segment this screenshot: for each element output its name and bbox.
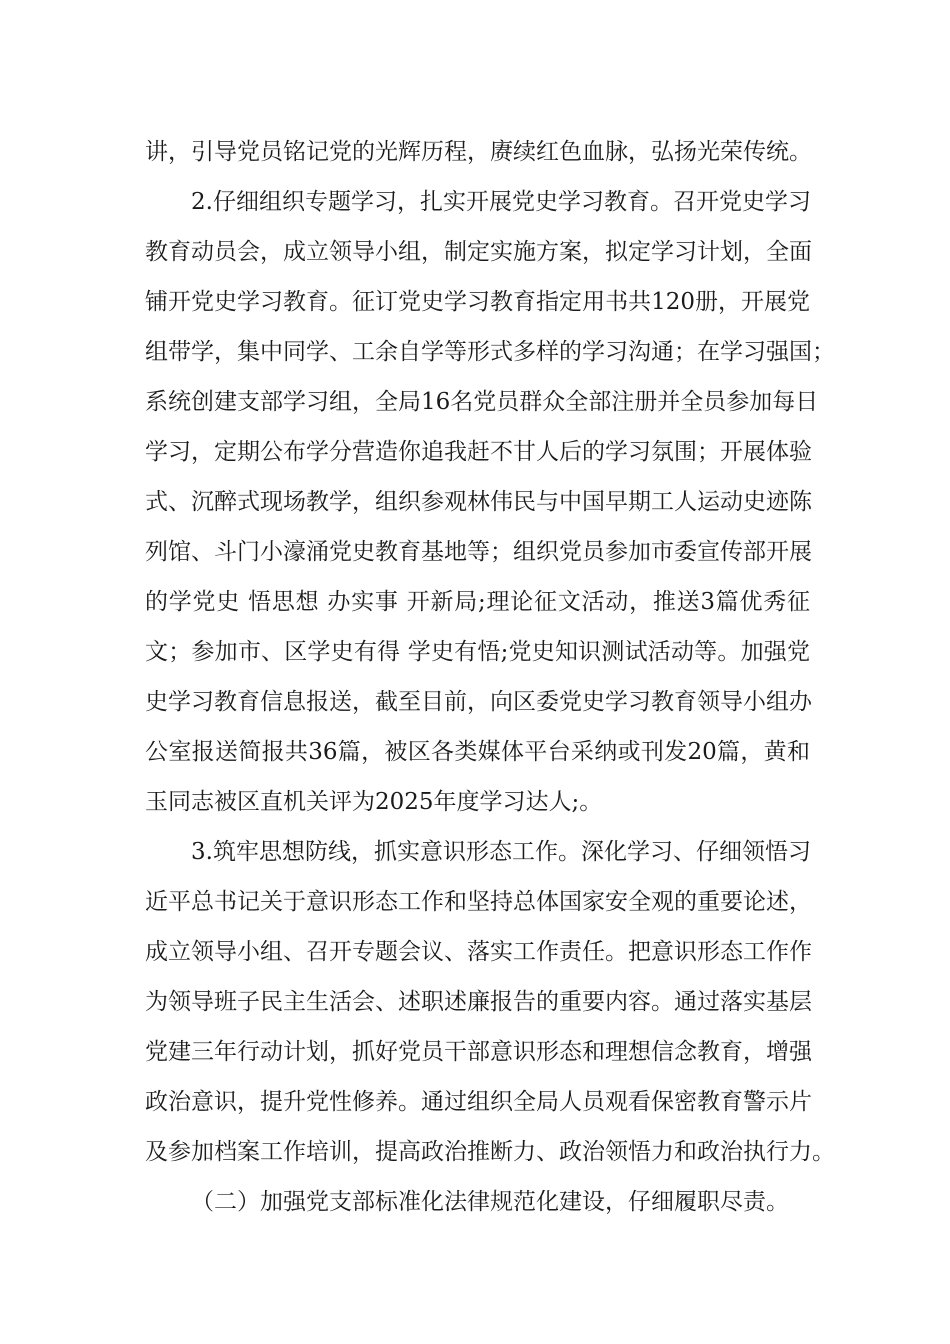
paragraph-line: 为领导班子民主生活会、述职述廉报告的重要内容。通过落实基层 <box>145 989 812 1015</box>
paragraph-line: 及参加档案工作培训，提高政治推断力、政治领悟力和政治执行力。 <box>145 1139 835 1165</box>
paragraph-line: 系统创建支部学习组，全局16名党员群众全部注册并全员参加每日 <box>145 389 819 415</box>
paragraph-line: 党建三年行动计划，抓好党员干部意识形态和理想信念教育，增强 <box>145 1039 812 1065</box>
paragraph-line: 讲，引导党员铭记党的光辉历程，赓续红色血脉，弘扬光荣传统。 <box>145 139 812 165</box>
paragraph-line: 文；参加市、区学史有得 学史有悟;党史知识测试活动等。加强党 <box>145 639 810 665</box>
paragraph-line: 的学党史 悟思想 办实事 开新局;理论征文活动，推送3篇优秀征 <box>145 589 810 615</box>
paragraph-line: 教育动员会，成立领导小组，制定实施方案，拟定学习计划，全面 <box>145 239 812 265</box>
paragraph-line: 成立领导小组、召开专题会议、落实工作责任。把意识形态工作作 <box>145 939 812 965</box>
paragraph-line: 玉同志被区直机关评为2025年度学习达人;。 <box>145 789 603 815</box>
paragraph-line: 铺开党史学习教育。征订党史学习教育指定用书共120册，开展党 <box>145 289 810 315</box>
paragraph-line: 政治意识，提升党性修养。通过组织全局人员观看保密教育警示片 <box>145 1089 812 1115</box>
paragraph-line: 组带学，集中同学、工余自学等形式多样的学习沟通；在学习强国； <box>145 339 835 365</box>
paragraph-line: 公室报送简报共36篇，被区各类媒体平台采纳或刊发20篇，黄和 <box>145 739 810 765</box>
paragraph-line: 近平总书记关于意识形态工作和坚持总体国家安全观的重要论述， <box>145 889 812 915</box>
paragraph-line: 3.筑牢思想防线，抓实意识形态工作。深化学习、仔细领悟习 <box>191 839 811 865</box>
paragraph-line: 2.仔细组织专题学习，扎实开展党史学习教育。召开党史学习 <box>191 189 811 215</box>
paragraph-line: 学习，定期公布学分营造你追我赶不甘人后的学习氛围；开展体验 <box>145 439 812 465</box>
paragraph-line: 史学习教育信息报送，截至目前，向区委党史学习教育领导小组办 <box>145 689 812 715</box>
paragraph-line: 式、沉醉式现场教学，组织参观林伟民与中国早期工人运动史迹陈 <box>145 489 812 515</box>
section-heading: （二）加强党支部标准化法律规范化建设，仔细履职尽责。 <box>191 1189 789 1215</box>
paragraph-line: 列馆、斗门小濠涌党史教育基地等；组织党员参加市委宣传部开展 <box>145 539 812 565</box>
